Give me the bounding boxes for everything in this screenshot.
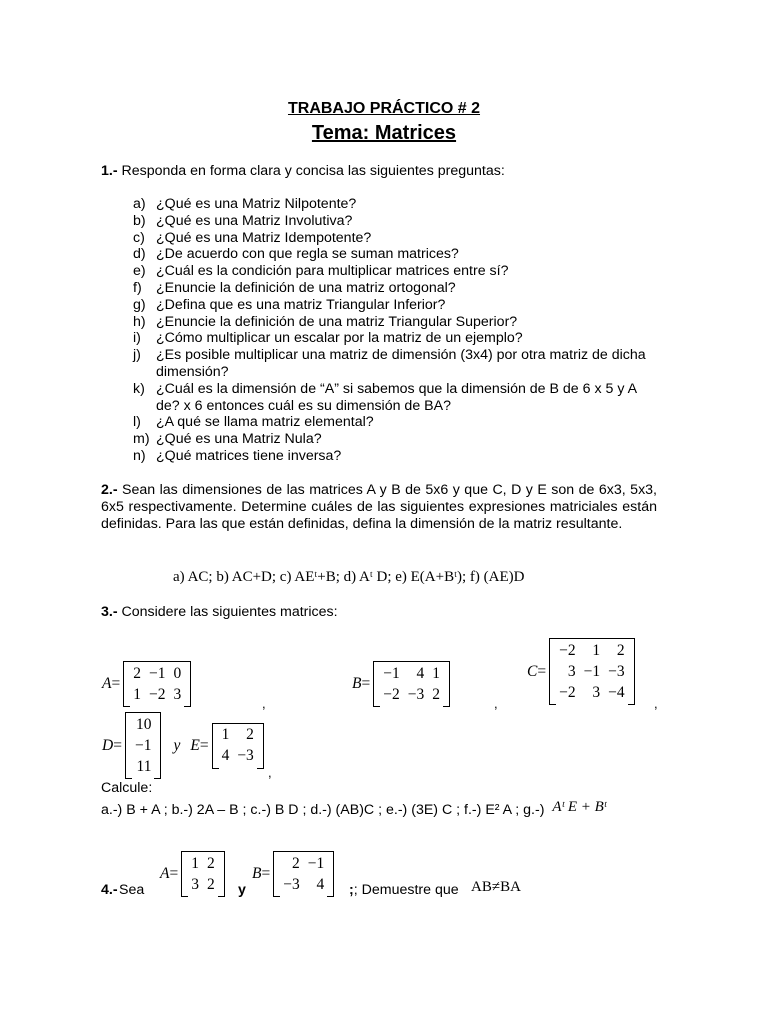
- matrix-cell: −2: [559, 683, 576, 701]
- q1-item-text: ¿Es posible multiplicar una matriz de dimensión (3x4) por otra matriz de dicha dimensión?: [156, 347, 646, 380]
- q1-item: [133, 448, 658, 465]
- matrix-d-name: D: [102, 736, 114, 754]
- q1-item: [133, 297, 658, 314]
- matrix-cell: 2: [432, 685, 440, 703]
- q1-item-text: ¿Defina que es una matriz Triangular Inferior?: [156, 296, 446, 313]
- q4-matrix-b: [273, 851, 334, 897]
- matrix-cell: 2: [291, 854, 300, 872]
- matrix-cell: −1: [383, 664, 400, 682]
- comma: ,: [494, 696, 498, 711]
- matrix-cell: −2: [148, 685, 166, 703]
- q1-item: [133, 314, 658, 331]
- q1-item-letter: m): [133, 431, 150, 448]
- q4-matrix-b-block: B = 2 −1 −3 4: [252, 851, 334, 897]
- q2-number: 2.-: [101, 482, 118, 498]
- q1-item-text: ¿Enuncie la definición de una matriz ortogonal?: [156, 279, 456, 296]
- q1-item: [133, 196, 658, 213]
- matrix-cell: −3: [283, 875, 300, 893]
- q1-item: [133, 330, 658, 347]
- q3-heading: [101, 604, 657, 621]
- q1-item-text: ¿Qué matrices tiene inversa?: [156, 447, 342, 464]
- matrix-cell: 2: [133, 664, 141, 682]
- matrix-cell: 4: [316, 875, 325, 893]
- matrix-cell: −3: [407, 685, 425, 703]
- matrix-cell: 1: [432, 664, 440, 682]
- q4-inequality: AB≠BA: [471, 879, 521, 895]
- q4-demuestre: ;; Demuestre que: [349, 882, 459, 898]
- matrix-cell: −1: [148, 664, 166, 682]
- q3-items: [101, 799, 701, 819]
- q1-text: Responda en forma clara y concisa las siguientes preguntas:: [117, 163, 505, 179]
- matrix-cell: −2: [559, 641, 576, 659]
- matrix-cell: 4: [416, 664, 425, 682]
- q4-number: [101, 882, 121, 899]
- q1-item: [133, 431, 658, 448]
- q1-item-letter: j): [133, 347, 141, 364]
- matrix-cell: −1: [583, 662, 601, 680]
- q1-item-text: ¿Qué es una Matriz Nilpotente?: [156, 196, 357, 212]
- q1-item-letter: n): [133, 447, 146, 464]
- matrix-cell: 1: [133, 685, 141, 703]
- q4-number-text: 4.-: [101, 882, 118, 898]
- matrix-cell: 1: [592, 641, 601, 659]
- q4-y: y: [238, 882, 246, 898]
- matrix-cell: 2: [616, 641, 625, 659]
- q3-text: Considere las siguientes matrices:: [117, 604, 338, 620]
- matrix-c: [549, 638, 635, 705]
- q4-matrix-a-name: A: [160, 865, 170, 882]
- matrix-cell: −1: [134, 736, 152, 754]
- q1-item-letter: c): [133, 229, 145, 246]
- comma: ,: [262, 696, 266, 711]
- q1-item-text: ¿Cuál es la condición para multiplicar matrices entre sí?: [156, 263, 509, 280]
- q1-item-text: ¿Qué es una Matriz Involutiva?: [156, 212, 353, 229]
- q1-item: [133, 246, 658, 263]
- q1-item-text: ¿A qué se llama matriz elemental?: [156, 414, 374, 431]
- q1-heading: [101, 163, 657, 180]
- matrix-cell: 11: [136, 757, 152, 775]
- q1-item: [133, 414, 658, 431]
- comma: ,: [268, 765, 272, 780]
- q1-item-letter: b): [133, 212, 146, 229]
- comma: ,: [654, 696, 658, 711]
- q2-paragraph: [101, 482, 657, 532]
- q3-items-text: a.-) B + A ; b.-) 2A – B ; c.-) B D ; d.-) (AB)C ; e.-) (3E) C ; f.-) E² A ; g.-): [101, 802, 545, 818]
- q4-matrix-b-name: B: [252, 865, 262, 882]
- q1-item: [133, 347, 658, 381]
- page-title: TRABAJO PRÁCTICO # 2: [287, 100, 481, 117]
- q3-calcule: Calcule:: [101, 780, 153, 796]
- q2-expressions: a) AC; b) AC+D; c) AEᵗ+B; d) Aᵗ D; e) E(A+Bᵗ); f) (AE)D: [173, 569, 525, 585]
- q1-number: 1.-: [101, 163, 118, 179]
- q1-item: [133, 381, 658, 415]
- q1-item-letter: i): [133, 330, 141, 347]
- matrix-c-block: C = −2 1 2 3 −1 −3 −2 3 −4: [527, 638, 635, 705]
- matrix-cell: 3: [567, 662, 576, 680]
- q1-item-text: ¿De acuerdo con que regla se suman matrices?: [156, 246, 459, 263]
- matrix-cell: 3: [173, 685, 182, 703]
- matrix-b-block: B = −1 4 1 −2 −3 2: [352, 661, 450, 707]
- matrix-cell: 4: [221, 747, 230, 764]
- matrix-cell: 0: [173, 664, 182, 682]
- matrix-b: [373, 661, 450, 707]
- matrix-cell: −2: [383, 685, 400, 703]
- matrix-cell: 3: [191, 875, 199, 893]
- matrix-cell: 10: [135, 715, 152, 733]
- q1-item-text: ¿Qué es una Matriz Nula?: [156, 431, 322, 448]
- q1-item-letter: l): [133, 414, 141, 431]
- q1-item-text: ¿Enuncie la definición de una matriz Triangular Superior?: [156, 313, 518, 330]
- matrix-c-name: C: [527, 662, 538, 680]
- matrix-cell: −3: [237, 747, 254, 764]
- q1-item-letter: f): [133, 279, 142, 296]
- q1-item: [133, 263, 658, 280]
- matrix-cell: 2: [206, 854, 215, 872]
- q1-item-text: ¿Cómo multiplicar un escalar por la matriz de un ejemplo?: [156, 330, 523, 347]
- q1-item-letter: k): [133, 380, 145, 397]
- q1-question-list: [133, 196, 658, 465]
- matrix-cell: −3: [608, 662, 625, 680]
- matrix-cell: 2: [246, 726, 254, 743]
- q1-item-letter: h): [133, 313, 146, 330]
- q1-item-letter: d): [133, 246, 146, 263]
- matrix-e: [212, 723, 264, 769]
- q1-item-letter: e): [133, 263, 146, 280]
- q2-text: Sean las dimensiones de las matrices A y B de 5x6 y que C, D y E son de 6x3, 5x3, 6x5 respectivamente. Determine cuáles de las siguientes expresiones matriciales están definidas. Para las que están definidas, defina la dimensión de la matriz resultante.: [101, 482, 657, 532]
- matrix-cell: −1: [307, 854, 325, 872]
- q1-item: [133, 213, 658, 230]
- q4-matrix-a: [181, 851, 225, 897]
- q3-number: 3.-: [101, 604, 118, 620]
- page-subtitle: Tema: Matrices: [311, 122, 457, 144]
- matrix-e-name: E: [190, 736, 200, 754]
- matrix-cell: 1: [191, 854, 199, 872]
- matrix-d-block: D = 10 −1 11 y E = 1 2 4 −3: [102, 712, 264, 779]
- q1-item-letter: g): [133, 296, 146, 313]
- q1-item: [133, 230, 658, 247]
- q1-item-text: ¿Cuál es la dimensión de “A” si sabemos que la dimensión de B de 6 x 5 y A de? x 6 entonces cuál es su dimensión de BA?: [156, 380, 637, 414]
- matrix-cell: 1: [221, 726, 230, 743]
- matrix-d: [125, 712, 162, 779]
- matrix-cell: 3: [592, 683, 601, 701]
- matrix-a: [123, 661, 191, 707]
- q1-item-letter: a): [133, 196, 146, 212]
- matrix-a-name: A: [102, 675, 112, 692]
- matrix-a-block: A = 2 −1 0 1 −2 3: [102, 661, 191, 707]
- matrix-cell: 2: [206, 875, 215, 893]
- matrix-b-name: B: [352, 675, 362, 692]
- q3-last-expression: Aᵗ E + Bᵗ: [552, 799, 607, 815]
- q4-matrix-a-block: A = 1 2 3 2: [160, 851, 225, 897]
- matrix-cell: −4: [608, 683, 625, 701]
- q4-sea: Sea: [119, 882, 145, 898]
- q1-item: [133, 280, 658, 297]
- q1-item-text: ¿Qué es una Matriz Idempotente?: [156, 229, 372, 246]
- q4-demuestre-text: ; Demuestre que: [353, 882, 459, 898]
- conjunction-y: y: [173, 736, 181, 754]
